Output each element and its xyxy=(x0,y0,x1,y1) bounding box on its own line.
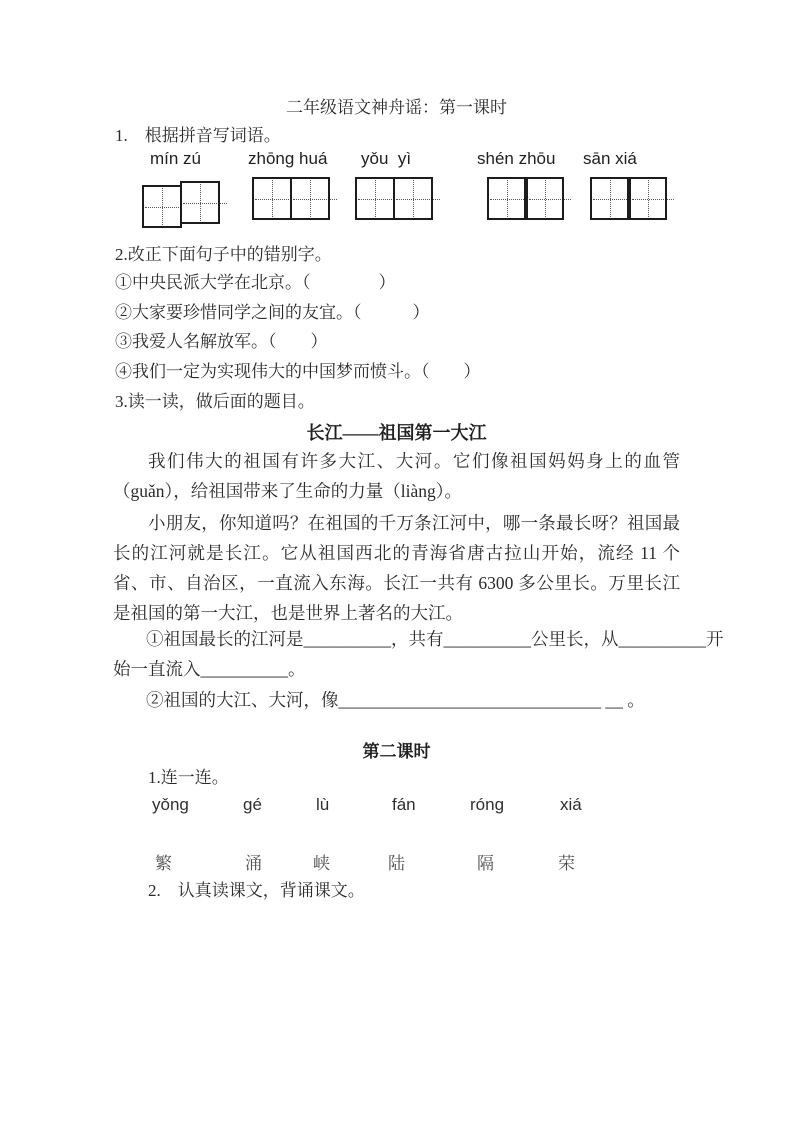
lesson2-title: 第二课时 xyxy=(362,742,431,761)
grid-cell xyxy=(142,185,182,228)
error-sentence-3: ③我爱人名解放军。（ ） xyxy=(115,332,328,351)
writing-grid xyxy=(142,181,220,224)
passage-title: 长江——祖国第一大江 xyxy=(306,423,487,443)
question2-label: 2.改正下面句子中的错别字。 xyxy=(115,245,332,264)
question1-label: 1. 根据拼音写词语。 xyxy=(115,126,281,145)
document-title: 二年级语文神舟谣：第一课时 xyxy=(286,98,507,117)
grid-cell xyxy=(355,177,395,220)
error-sentence-1: ①中央民派大学在北京。（ ） xyxy=(115,273,396,292)
grid-cell xyxy=(627,177,667,220)
passage-paragraph-1: 我们伟大的祖国有许多大江、大河。它们像祖国妈妈身上的血管（guǎn），给祖国带来了生命的力量（liàng）。 xyxy=(113,451,680,501)
match-hanzi: 峡 xyxy=(313,854,330,873)
match-hanzi: 隔 xyxy=(477,854,494,873)
passage-paragraph-2: 小朋友，你知道吗？在祖国的千万条江河中，哪一条最长呀？祖国最长的江河就是长江。它从祖国西北的青海省唐古拉山开始，流经 11 个省、市、自治区，一直流入东海。长江一共有 6300 多公里长。万里长江是祖国的第一大江，也是世界上著名的大江。 xyxy=(113,513,680,623)
pinyin-word: yǒu yì xyxy=(361,149,412,168)
match-pinyin: fán xyxy=(392,795,416,814)
match-hanzi: 陆 xyxy=(388,854,405,873)
lesson2-question1-label: 1.连一连。 xyxy=(148,768,229,787)
fill-blank-q1-line2: 始一直流入__________。 xyxy=(113,659,306,679)
match-hanzi: 涌 xyxy=(245,854,262,873)
writing-grid xyxy=(590,177,667,220)
writing-grid-row xyxy=(113,177,680,229)
writing-grid xyxy=(487,177,564,220)
writing-grid xyxy=(252,177,330,220)
matching-pinyin-row xyxy=(113,795,680,819)
grid-cell xyxy=(524,177,564,220)
grid-cell xyxy=(393,177,433,220)
error-sentence-4: ④我们一定为实现伟大的中国梦而愤斗。（ ） xyxy=(115,362,481,381)
match-pinyin: róng xyxy=(470,795,505,814)
grid-cell xyxy=(590,177,630,220)
match-pinyin: lù xyxy=(316,795,330,814)
pinyin-word: mín zú xyxy=(150,149,202,168)
match-hanzi: 繁 xyxy=(155,854,172,873)
pinyin-row xyxy=(113,149,680,171)
writing-grid xyxy=(355,177,433,220)
match-hanzi: 荣 xyxy=(558,854,575,873)
match-pinyin: xiá xyxy=(560,795,582,814)
fill-blank-q2: ②祖国的大江、大河，像______________________________ __ 。 xyxy=(146,690,645,710)
grid-cell xyxy=(487,177,527,220)
match-pinyin: yǒng xyxy=(152,795,189,814)
lesson2-question2-label: 2. 认真读课文，背诵课文。 xyxy=(148,881,365,900)
grid-cell xyxy=(290,177,330,220)
match-pinyin: gé xyxy=(243,795,262,814)
fill-blank-q1-line1: ①祖国最长的江河是__________，共有__________公里长，从__________开 xyxy=(146,629,724,649)
grid-cell xyxy=(252,177,292,220)
matching-hanzi-row xyxy=(113,849,680,873)
pinyin-word: sān xiá xyxy=(583,149,637,168)
grid-cell xyxy=(180,181,220,224)
question3-label: 3.读一读，做后面的题目。 xyxy=(115,392,315,411)
pinyin-word: shén zhōu xyxy=(477,149,556,168)
error-sentence-2: ②大家要珍惜同学之间的友宜。（ ） xyxy=(115,303,430,322)
pinyin-word: zhōng huá xyxy=(248,149,328,168)
